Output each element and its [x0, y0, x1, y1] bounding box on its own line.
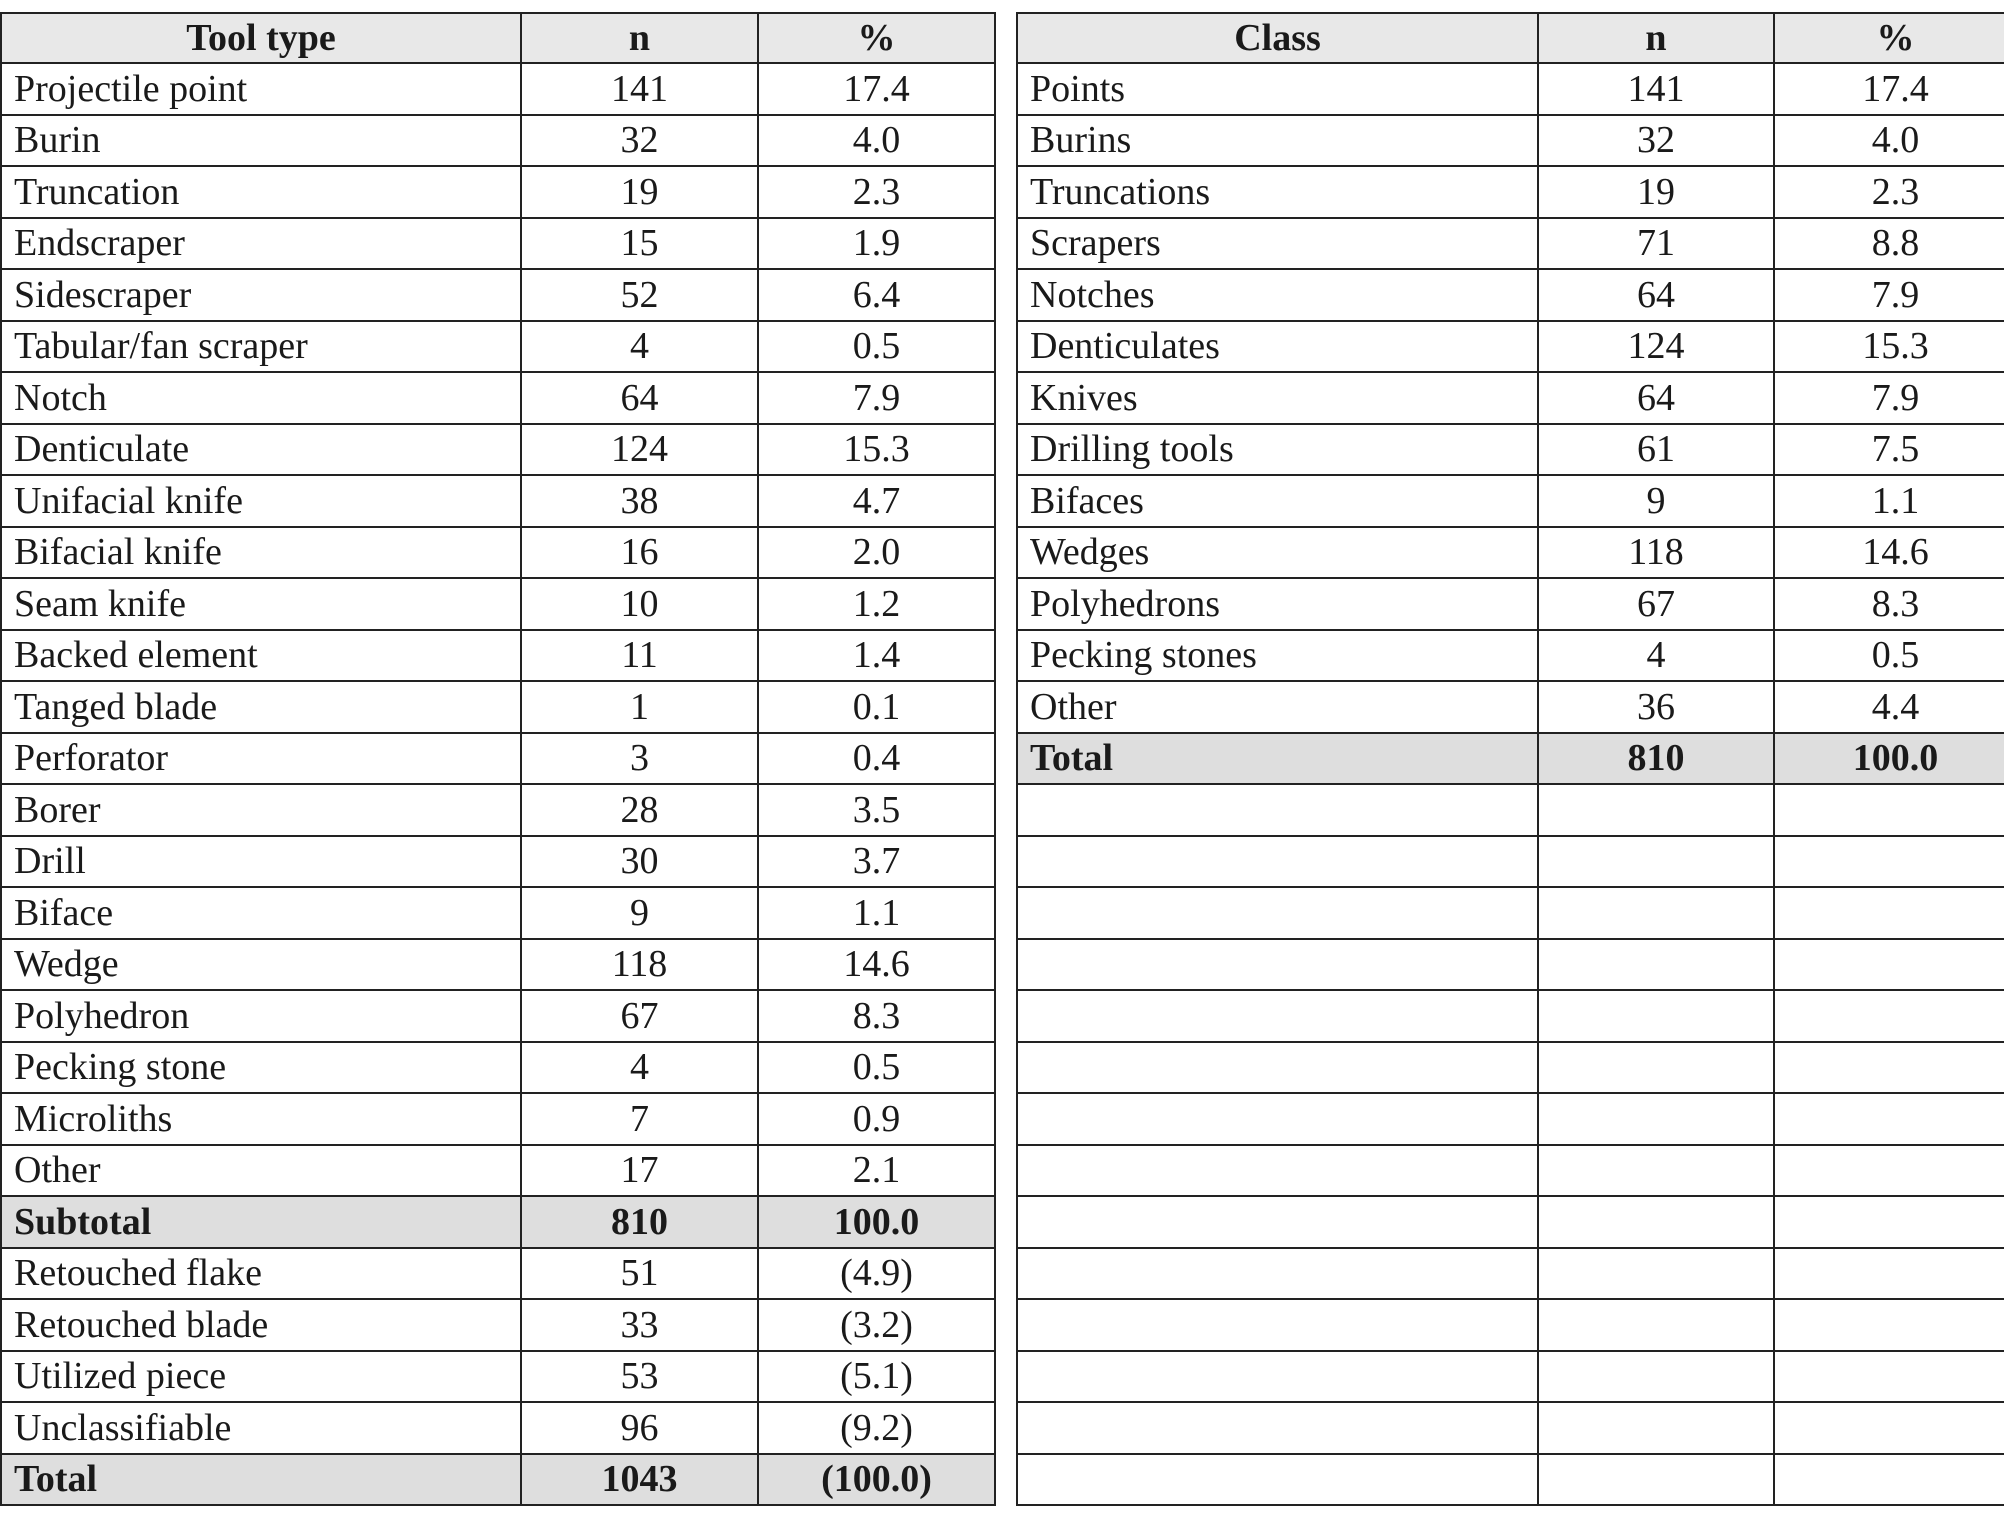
row-count: 1	[521, 681, 758, 733]
empty-row	[1017, 1145, 2004, 1197]
empty-cell	[1774, 1454, 2004, 1506]
row-percent: 8.3	[758, 990, 995, 1042]
row-percent: 1.2	[758, 578, 995, 630]
empty-cell	[1538, 887, 1774, 939]
row-label: Tanged blade	[1, 681, 521, 733]
row-percent: 4.0	[758, 115, 995, 167]
row-percent: 7.9	[1774, 372, 2004, 424]
row-count: 19	[1538, 166, 1774, 218]
table-row	[1, 269, 995, 321]
table-row	[1, 578, 995, 630]
row-percent: 1.1	[1774, 475, 2004, 527]
row-percent: 0.1	[758, 681, 995, 733]
row-percent: 14.6	[758, 939, 995, 991]
table-row	[1017, 372, 2004, 424]
row-count: 10	[521, 578, 758, 630]
row-label: Truncations	[1017, 166, 1538, 218]
empty-cell	[1017, 1042, 1538, 1094]
table-row	[1, 115, 995, 167]
empty-cell	[1774, 1042, 2004, 1094]
empty-cell	[1017, 1299, 1538, 1351]
row-label: Scrapers	[1017, 218, 1538, 270]
empty-cell	[1774, 784, 2004, 836]
row-count: 9	[1538, 475, 1774, 527]
empty-cell	[1774, 1093, 2004, 1145]
empty-row	[1017, 1093, 2004, 1145]
row-label: Retouched blade	[1, 1299, 521, 1351]
table-row	[1, 1145, 995, 1197]
table-row	[1, 939, 995, 991]
row-percent: (100.0)	[758, 1454, 995, 1506]
empty-row	[1017, 1351, 2004, 1403]
row-percent: (4.9)	[758, 1248, 995, 1300]
table-row	[1, 733, 995, 785]
empty-cell	[1538, 1299, 1774, 1351]
row-percent: 6.4	[758, 269, 995, 321]
row-count: 33	[521, 1299, 758, 1351]
tool-type-table	[0, 12, 996, 1506]
row-percent: 7.5	[1774, 424, 2004, 476]
table-row	[1017, 218, 2004, 270]
row-count: 67	[1538, 578, 1774, 630]
row-percent: 1.9	[758, 218, 995, 270]
empty-cell	[1017, 1248, 1538, 1300]
row-count: 1043	[521, 1454, 758, 1506]
empty-cell	[1017, 1351, 1538, 1403]
empty-row	[1017, 836, 2004, 888]
empty-row	[1017, 1454, 2004, 1506]
row-percent: 17.4	[758, 63, 995, 115]
row-label: Notch	[1, 372, 521, 424]
row-percent: 4.0	[1774, 115, 2004, 167]
table-row	[1, 63, 995, 115]
empty-cell	[1538, 1093, 1774, 1145]
table-row	[1017, 321, 2004, 373]
empty-cell	[1017, 887, 1538, 939]
row-count: 32	[521, 115, 758, 167]
row-label: Backed element	[1, 630, 521, 682]
empty-cell	[1017, 784, 1538, 836]
row-count: 71	[1538, 218, 1774, 270]
row-percent: 14.6	[1774, 527, 2004, 579]
empty-cell	[1538, 1454, 1774, 1506]
row-count: 7	[521, 1093, 758, 1145]
row-label: Total	[1, 1454, 521, 1506]
row-label: Drill	[1, 836, 521, 888]
empty-cell	[1538, 784, 1774, 836]
row-percent: 15.3	[1774, 321, 2004, 373]
row-label: Truncation	[1, 166, 521, 218]
row-count: 118	[1538, 527, 1774, 579]
row-label: Pecking stone	[1, 1042, 521, 1094]
row-percent: 17.4	[1774, 63, 2004, 115]
row-percent: 4.4	[1774, 681, 2004, 733]
empty-cell	[1017, 1093, 1538, 1145]
row-label: Pecking stones	[1017, 630, 1538, 682]
table-row	[1, 1248, 995, 1300]
row-label: Projectile point	[1, 63, 521, 115]
row-label: Retouched flake	[1, 1248, 521, 1300]
table-row	[1017, 115, 2004, 167]
empty-cell	[1017, 1454, 1538, 1506]
row-percent: 0.5	[758, 321, 995, 373]
row-count: 810	[1538, 733, 1774, 785]
empty-cell	[1774, 887, 2004, 939]
row-percent: 2.0	[758, 527, 995, 579]
row-count: 15	[521, 218, 758, 270]
row-percent: 2.3	[1774, 166, 2004, 218]
total-row	[1, 1454, 995, 1506]
row-label: Other	[1017, 681, 1538, 733]
empty-cell	[1017, 939, 1538, 991]
empty-row	[1017, 887, 2004, 939]
table-row	[1, 784, 995, 836]
row-label: Points	[1017, 63, 1538, 115]
table-row	[1, 1351, 995, 1403]
row-label: Total	[1017, 733, 1538, 785]
empty-cell	[1774, 1351, 2004, 1403]
row-percent: 8.8	[1774, 218, 2004, 270]
row-percent: 0.4	[758, 733, 995, 785]
table-row	[1, 218, 995, 270]
empty-cell	[1774, 1299, 2004, 1351]
total-row	[1017, 733, 2004, 785]
table-row	[1, 1042, 995, 1094]
empty-cell	[1774, 836, 2004, 888]
row-count: 96	[521, 1402, 758, 1454]
table-row	[1, 321, 995, 373]
row-label: Burin	[1, 115, 521, 167]
header-row	[1017, 13, 2004, 63]
row-label: Drilling tools	[1017, 424, 1538, 476]
class-table	[1016, 12, 2004, 1506]
empty-cell	[1538, 1248, 1774, 1300]
row-count: 9	[521, 887, 758, 939]
table-row	[1, 1093, 995, 1145]
row-label: Polyhedron	[1, 990, 521, 1042]
row-count: 141	[1538, 63, 1774, 115]
table-row	[1017, 424, 2004, 476]
row-label: Burins	[1017, 115, 1538, 167]
row-count: 51	[521, 1248, 758, 1300]
row-count: 124	[521, 424, 758, 476]
row-count: 124	[1538, 321, 1774, 373]
row-percent: 2.3	[758, 166, 995, 218]
row-label: Denticulates	[1017, 321, 1538, 373]
table-row	[1017, 630, 2004, 682]
table-row	[1017, 681, 2004, 733]
empty-cell	[1538, 1196, 1774, 1248]
row-count: 38	[521, 475, 758, 527]
table-row	[1017, 63, 2004, 115]
row-count: 32	[1538, 115, 1774, 167]
row-percent: 2.1	[758, 1145, 995, 1197]
row-label: Other	[1, 1145, 521, 1197]
header-row	[1, 13, 995, 63]
empty-cell	[1774, 990, 2004, 1042]
row-percent: 100.0	[758, 1196, 995, 1248]
header-percent: %	[1774, 13, 2004, 63]
row-label: Biface	[1, 887, 521, 939]
row-percent: 0.5	[1774, 630, 2004, 682]
row-label: Wedges	[1017, 527, 1538, 579]
row-percent: (3.2)	[758, 1299, 995, 1351]
row-count: 141	[521, 63, 758, 115]
empty-cell	[1017, 1196, 1538, 1248]
table-row	[1017, 475, 2004, 527]
row-count: 3	[521, 733, 758, 785]
row-count: 64	[521, 372, 758, 424]
row-count: 67	[521, 990, 758, 1042]
row-count: 36	[1538, 681, 1774, 733]
row-label: Unifacial knife	[1, 475, 521, 527]
row-percent: (9.2)	[758, 1402, 995, 1454]
row-percent: 0.5	[758, 1042, 995, 1094]
table-row	[1, 681, 995, 733]
table-row	[1, 475, 995, 527]
empty-cell	[1538, 1351, 1774, 1403]
table-row	[1017, 527, 2004, 579]
row-percent: 1.4	[758, 630, 995, 682]
empty-cell	[1774, 1196, 2004, 1248]
empty-cell	[1538, 1145, 1774, 1197]
empty-row	[1017, 1042, 2004, 1094]
row-label: Bifaces	[1017, 475, 1538, 527]
row-percent: 7.9	[1774, 269, 2004, 321]
empty-row	[1017, 1248, 2004, 1300]
empty-row	[1017, 939, 2004, 991]
row-label: Borer	[1, 784, 521, 836]
row-count: 30	[521, 836, 758, 888]
empty-cell	[1017, 836, 1538, 888]
empty-cell	[1017, 1145, 1538, 1197]
header-n: n	[1538, 13, 1774, 63]
row-percent: 15.3	[758, 424, 995, 476]
row-percent: 1.1	[758, 887, 995, 939]
table-row	[1017, 269, 2004, 321]
header-n: n	[521, 13, 758, 63]
row-count: 61	[1538, 424, 1774, 476]
row-label: Seam knife	[1, 578, 521, 630]
row-percent: 3.5	[758, 784, 995, 836]
empty-row	[1017, 1402, 2004, 1454]
row-count: 64	[1538, 269, 1774, 321]
row-count: 64	[1538, 372, 1774, 424]
row-label: Utilized piece	[1, 1351, 521, 1403]
empty-cell	[1774, 939, 2004, 991]
row-label: Notches	[1017, 269, 1538, 321]
table-row	[1, 527, 995, 579]
row-percent: 7.9	[758, 372, 995, 424]
empty-cell	[1774, 1248, 2004, 1300]
row-label: Bifacial knife	[1, 527, 521, 579]
row-percent: 3.7	[758, 836, 995, 888]
empty-cell	[1538, 1042, 1774, 1094]
table-row	[1, 1299, 995, 1351]
empty-row	[1017, 990, 2004, 1042]
row-label: Microliths	[1, 1093, 521, 1145]
empty-cell	[1774, 1145, 2004, 1197]
table-row	[1, 372, 995, 424]
table-row	[1017, 166, 2004, 218]
row-count: 118	[521, 939, 758, 991]
row-label: Denticulate	[1, 424, 521, 476]
row-label: Unclassifiable	[1, 1402, 521, 1454]
row-count: 28	[521, 784, 758, 836]
row-percent: 4.7	[758, 475, 995, 527]
empty-row	[1017, 1196, 2004, 1248]
empty-cell	[1774, 1402, 2004, 1454]
table-row	[1, 990, 995, 1042]
row-count: 4	[521, 1042, 758, 1094]
row-count: 16	[521, 527, 758, 579]
table-row	[1, 1402, 995, 1454]
row-label: Polyhedrons	[1017, 578, 1538, 630]
empty-cell	[1538, 990, 1774, 1042]
row-label: Tabular/fan scraper	[1, 321, 521, 373]
row-label: Knives	[1017, 372, 1538, 424]
row-count: 4	[1538, 630, 1774, 682]
row-percent: 100.0	[1774, 733, 2004, 785]
table-row	[1, 630, 995, 682]
empty-cell	[1017, 990, 1538, 1042]
row-percent: 0.9	[758, 1093, 995, 1145]
table-row	[1, 887, 995, 939]
table-row	[1017, 578, 2004, 630]
row-label: Endscraper	[1, 218, 521, 270]
row-count: 19	[521, 166, 758, 218]
table-row	[1, 424, 995, 476]
row-count: 4	[521, 321, 758, 373]
empty-row	[1017, 1299, 2004, 1351]
table-row	[1, 836, 995, 888]
row-count: 53	[521, 1351, 758, 1403]
empty-cell	[1538, 939, 1774, 991]
row-count: 52	[521, 269, 758, 321]
row-percent: (5.1)	[758, 1351, 995, 1403]
empty-cell	[1017, 1402, 1538, 1454]
row-label: Subtotal	[1, 1196, 521, 1248]
empty-row	[1017, 784, 2004, 836]
row-count: 810	[521, 1196, 758, 1248]
row-count: 17	[521, 1145, 758, 1197]
empty-cell	[1538, 836, 1774, 888]
header-tool-type: Tool type	[1, 13, 521, 63]
table-row	[1, 166, 995, 218]
empty-cell	[1538, 1402, 1774, 1454]
row-percent: 8.3	[1774, 578, 2004, 630]
row-count: 11	[521, 630, 758, 682]
row-label: Sidescraper	[1, 269, 521, 321]
row-label: Perforator	[1, 733, 521, 785]
header-class: Class	[1017, 13, 1538, 63]
header-percent: %	[758, 13, 995, 63]
row-label: Wedge	[1, 939, 521, 991]
total-row	[1, 1196, 995, 1248]
